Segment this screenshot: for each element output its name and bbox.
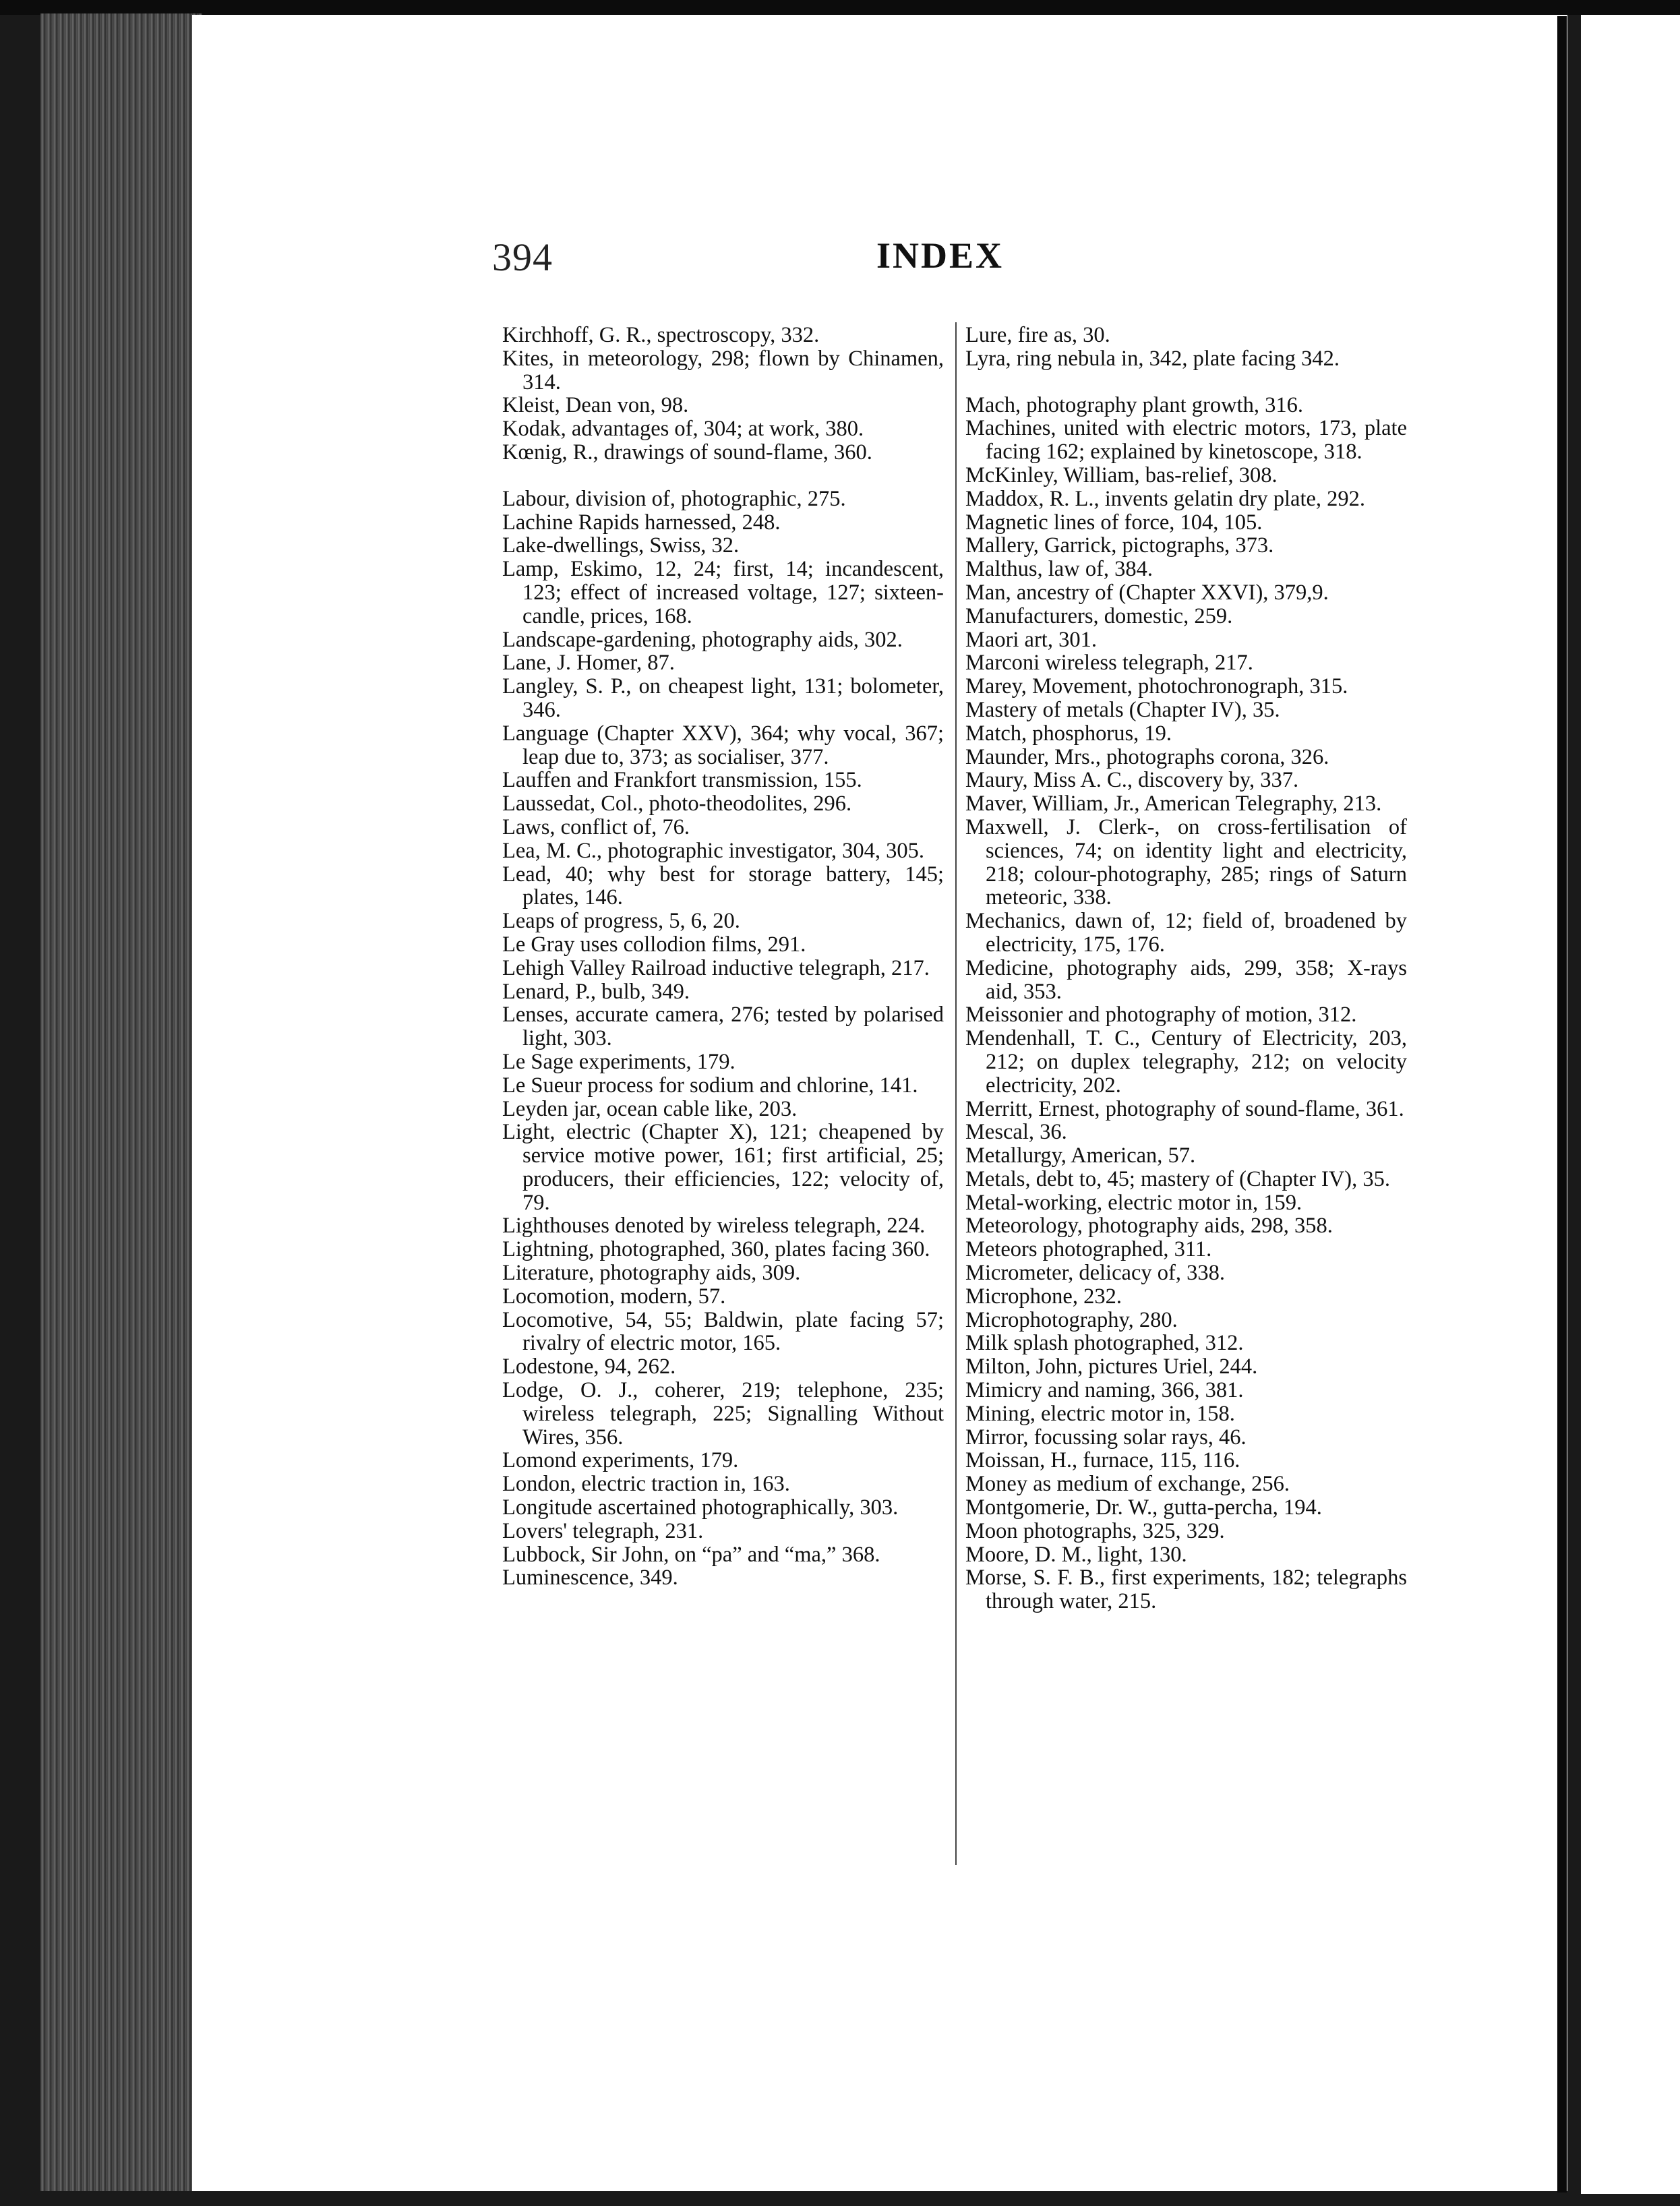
index-entry: Machines, united with electric motors, 173, plate facing 162; explained by kinetoscope, 318.	[965, 416, 1407, 465]
index-entry: Locomotion, modern, 57.	[502, 1284, 726, 1309]
index-entry: Moissan, H., furnace, 115, 116.	[965, 1448, 1240, 1473]
index-entry: Maunder, Mrs., photographs corona, 326.	[965, 744, 1329, 769]
index-entry: Lure, fire as, 30.	[965, 323, 1110, 347]
book-page-edges	[40, 13, 202, 2191]
index-entry: Lehigh Valley Railroad inductive telegraph, 217.	[502, 955, 930, 980]
index-entry: Mescal, 36.	[965, 1120, 1067, 1145]
index-entry: Mallery, Garrick, pictographs, 373.	[965, 533, 1274, 558]
index-entry: Lauffen and Frankfort transmission, 155.	[502, 768, 862, 793]
index-entry: Marconi wireless telegraph, 217.	[965, 651, 1253, 676]
index-entry: Mining, electric motor in, 158.	[965, 1401, 1235, 1426]
index-column-left	[502, 324, 944, 1590]
index-entry: Meteorology, photography aids, 298, 358.	[965, 1214, 1333, 1239]
index-entry: Luminescence, 349.	[502, 1566, 678, 1590]
index-entry: McKinley, William, bas-relief, 308.	[965, 463, 1278, 487]
index-entry: Kirchhoff, G. R., spectroscopy, 332.	[502, 323, 820, 347]
index-entry: Le Gray uses collodion films, 291.	[502, 932, 806, 957]
index-entry: Lodge, O. J., coherer, 219; telephone, 235; wireless telegraph, 225; Signalling Without Wires, 356.	[502, 1378, 944, 1450]
index-entry: Locomotive, 54, 55; Baldwin, plate facing 57; rivalry of electric motor, 165.	[502, 1307, 944, 1356]
index-entry: Kites, in meteorology, 298; flown by Chinamen, 314.	[502, 346, 944, 394]
index-entry: Lyra, ring nebula in, 342, plate facing 342.	[965, 346, 1340, 371]
index-entry: Lachine Rapids harnessed, 248.	[502, 510, 781, 535]
index-entry: London, electric traction in, 163.	[502, 1472, 790, 1497]
index-entry: Microphone, 232.	[965, 1284, 1122, 1309]
index-entry: Literature, photography aids, 309.	[502, 1261, 801, 1286]
scan-border-top	[0, 0, 1680, 15]
index-entry: Microphotography, 280.	[965, 1307, 1178, 1332]
index-entry: Le Sueur process for sodium and chlorine, 141.	[502, 1073, 918, 1098]
index-entry: Light, electric (Chapter X), 121; cheapened by service motive power, 161; first artificial, 25; producers, their efficiencies, 122; velocity of, 79.	[502, 1120, 944, 1215]
page-title: INDEX	[876, 235, 1004, 276]
index-entry: Le Sage experiments, 179.	[502, 1049, 736, 1074]
index-entry: Meissonier and photography of motion, 312.	[965, 1003, 1357, 1027]
index-entry: Kodak, advantages of, 304; at work, 380.	[502, 417, 864, 442]
index-entry: Lighthouses denoted by wireless telegraph, 224.	[502, 1214, 926, 1239]
index-entry: Mechanics, dawn of, 12; field of, broadened by electricity, 175, 176.	[965, 909, 1407, 957]
index-entry: Lane, J. Homer, 87.	[502, 651, 675, 676]
index-entry: Lead, 40; why best for storage battery, 145; plates, 146.	[502, 862, 944, 910]
index-entry: Match, phosphorus, 19.	[965, 721, 1172, 746]
index-entry: Money as medium of exchange, 256.	[965, 1472, 1290, 1497]
index-entry: Lea, M. C., photographic investigator, 304, 305.	[502, 838, 925, 863]
page-number: 394	[492, 235, 553, 279]
index-entry: Maxwell, J. Clerk-, on cross-fertilisation of sciences, 74; on identity light and electricity, 218; colour-photography, 285; rings of Saturn meteoric, 338.	[965, 814, 1407, 910]
index-entry: Langley, S. P., on cheapest light, 131; bolometer, 346.	[502, 674, 944, 722]
index-entry: Lenses, accurate camera, 276; tested by polarised light, 303.	[502, 1003, 944, 1051]
facing-page-edge	[1581, 15, 1680, 2194]
index-entry: Laws, conflict of, 76.	[502, 814, 690, 839]
index-entry: Lamp, Eskimo, 12, 24; first, 14; incandescent, 123; effect of increased voltage, 127; sixteen-candle, prices, 168.	[502, 557, 944, 628]
index-entry: Lovers' telegraph, 231.	[502, 1518, 704, 1543]
index-entry: Metallurgy, American, 57.	[965, 1143, 1196, 1168]
index-entry: Montgomerie, Dr. W., gutta-percha, 194.	[965, 1495, 1322, 1520]
index-entry: Meteors photographed, 311.	[965, 1237, 1212, 1262]
index-entry: Man, ancestry of (Chapter XXVI), 379,9.	[965, 580, 1329, 605]
index-column-right	[965, 324, 1407, 1613]
index-entry: Mirror, focussing solar rays, 46.	[965, 1425, 1247, 1450]
index-entry: Lodestone, 94, 262.	[502, 1354, 676, 1379]
index-entry: Milton, John, pictures Uriel, 244.	[965, 1354, 1258, 1379]
index-entry: Metal-working, electric motor in, 159.	[965, 1190, 1302, 1215]
index-entry: Magnetic lines of force, 104, 105.	[965, 510, 1263, 535]
index-entry: Lake-dwellings, Swiss, 32.	[502, 533, 740, 558]
index-entry: Maver, William, Jr., American Telegraphy, 213.	[965, 792, 1382, 816]
index-entry: Leyden jar, ocean cable like, 203.	[502, 1096, 798, 1121]
index-entry: Maddox, R. L., invents gelatin dry plate, 292.	[965, 486, 1366, 511]
column-divider	[955, 322, 957, 1865]
index-entry: Merritt, Ernest, photography of sound-flame, 361.	[965, 1096, 1404, 1121]
index-entry: Metals, debt to, 45; mastery of (Chapter IV), 35.	[965, 1166, 1390, 1191]
page-gutter	[1557, 16, 1567, 2193]
index-entry: Kleist, Dean von, 98.	[502, 393, 689, 418]
index-entry: Maori art, 301.	[965, 627, 1097, 652]
index-entry: Maury, Miss A. C., discovery by, 337.	[965, 768, 1299, 793]
index-entry: Leaps of progress, 5, 6, 20.	[502, 909, 740, 934]
index-entry: Landscape-gardening, photography aids, 302.	[502, 627, 903, 652]
index-entry: Mastery of metals (Chapter IV), 35.	[965, 697, 1280, 722]
index-entry: Language (Chapter XXV), 364; why vocal, 367; leap due to, 373; as socialiser, 377.	[502, 721, 944, 769]
index-entry: Labour, division of, photographic, 275.	[502, 486, 846, 511]
index-entry: Mach, photography plant growth, 316.	[965, 392, 1303, 417]
index-entry: Medicine, photography aids, 299, 358; X-rays aid, 353.	[965, 955, 1407, 1004]
index-entry: Moon photographs, 325, 329.	[965, 1518, 1225, 1543]
index-entry: Mendenhall, T. C., Century of Electricity, 203, 212; on duplex telegraphy, 212; on velocity electricity, 202.	[965, 1026, 1407, 1098]
index-entry: Milk splash photographed, 312.	[965, 1331, 1244, 1356]
index-entry: Lubbock, Sir John, on “pa” and “ma,” 368.	[502, 1542, 880, 1567]
index-entry: Lightning, photographed, 360, plates facing 360.	[502, 1237, 930, 1262]
index-entry: Morse, S. F. B., first experiments, 182; telegraphs through water, 215.	[965, 1566, 1407, 1614]
index-entry: Malthus, law of, 384.	[965, 557, 1153, 582]
index-entry: Lenard, P., bulb, 349.	[502, 979, 690, 1004]
index-entry: Laussedat, Col., photo-theodolites, 296.	[502, 792, 852, 816]
index-entry: Moore, D. M., light, 130.	[965, 1542, 1187, 1567]
index-entry: Mimicry and naming, 366, 381.	[965, 1378, 1244, 1403]
index-entry: Kœnig, R., drawings of sound-flame, 360.	[502, 440, 872, 465]
index-entry: Longitude ascertained photographically, 303.	[502, 1495, 899, 1520]
index-entry: Micrometer, delicacy of, 338.	[965, 1261, 1225, 1286]
index-entry: Marey, Movement, photochronograph, 315.	[965, 674, 1348, 699]
index-entry: Lomond experiments, 179.	[502, 1448, 739, 1473]
index-entry: Manufacturers, domestic, 259.	[965, 603, 1233, 628]
